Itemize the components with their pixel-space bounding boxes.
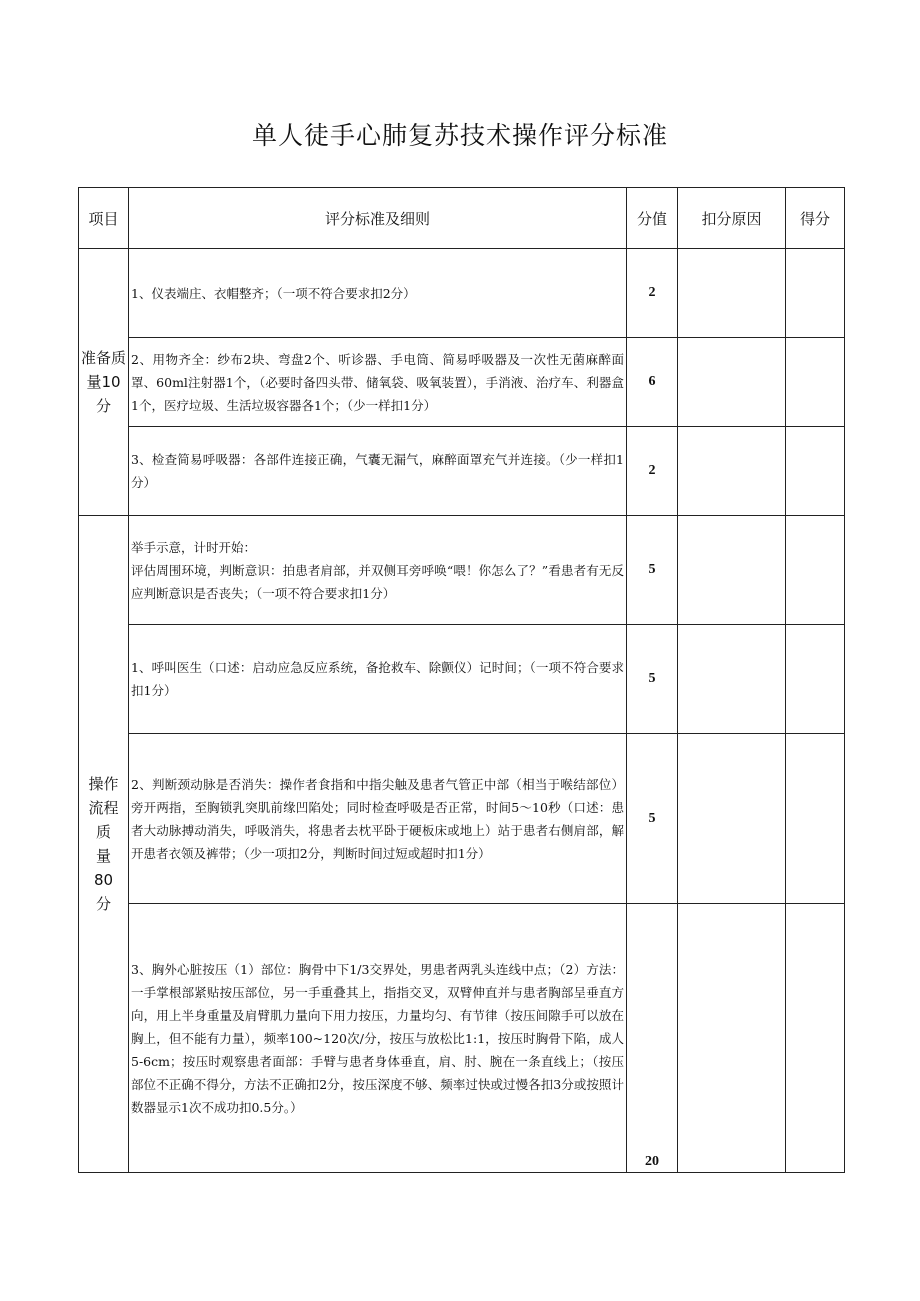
category-label-line: 准备质	[80, 349, 126, 367]
deduction-reason-cell[interactable]	[678, 904, 786, 1173]
category-label-line: 操作	[88, 775, 119, 793]
points-cell: 20	[627, 904, 678, 1173]
criteria-cell	[129, 427, 627, 516]
deduction-reason-cell[interactable]	[678, 338, 786, 427]
earned-score-cell[interactable]	[786, 516, 845, 625]
category-label-line: 80	[93, 871, 114, 889]
earned-score-cell[interactable]	[786, 625, 845, 734]
scoring-table	[78, 187, 845, 1173]
points-cell: 5	[627, 734, 678, 904]
points-cell: 6	[627, 338, 678, 427]
category-label-line: 质	[95, 823, 111, 841]
category-label-line: 分	[95, 397, 111, 415]
header-criteria: 评分标准及细则	[129, 188, 627, 249]
criteria-cell	[129, 734, 627, 904]
table-row	[79, 904, 845, 1173]
table-row	[79, 625, 845, 734]
header-deduction-reason: 扣分原因	[678, 188, 786, 249]
points-cell: 2	[627, 427, 678, 516]
criteria-cell	[129, 516, 627, 625]
criteria-text: 3、检查简易呼吸器：各部件连接正确，气囊无漏气，麻醉面罩充气并连接。（少一样扣1分）	[131, 452, 624, 490]
category-label-line: 量10	[86, 373, 121, 391]
page-title: 单人徒手心肺复苏技术操作评分标准	[251, 121, 668, 150]
header-item: 项目	[79, 188, 129, 249]
criteria-text: 3、胸外心脏按压（1）部位：胸骨中下1/3交界处，男患者两乳头连线中点；（2）方法：一手掌根部紧贴按压部位，另一手重叠其上，指指交叉，双臂伸直并与患者胸部呈垂直方向，用上半身重量及肩臂肌力量向下用力按压，力量均匀、有节律（按压间隙手可以放在胸上，但不能有力量），频率100~120次/分，按压与放松比1:1，按压时胸骨下陷，成人5-6cm；按压时观察患者面部：手臂与患者身体垂直，肩、肘、腕在一条直线上；（按压部位不正确不得分，方法不正确扣2分，按压深度不够、频率过快或过慢各扣3分或按照计数器显示1次不成功扣0.5分。）	[131, 961, 624, 1115]
category-procedure	[79, 516, 129, 1173]
table-row	[79, 338, 845, 427]
criteria-cell	[129, 904, 627, 1173]
points-cell: 5	[627, 516, 678, 625]
criteria-text: 2、用物齐全：纱布2块、弯盘2个、听诊器、手电筒、简易呼吸器及一次性无菌麻醉面罩、60ml注射器1个，（必要时备四头带、储氧袋、吸氧装置），手消液、治疗车、利器盒1个，医疗垃圾、生活垃圾容器各1个；（少一样扣1分）	[131, 351, 624, 413]
table-header-row	[79, 188, 845, 249]
deduction-reason-cell[interactable]	[678, 249, 786, 338]
points-cell: 5	[627, 625, 678, 734]
category-label-line: 量	[95, 847, 111, 865]
deduction-reason-cell[interactable]	[678, 625, 786, 734]
criteria-text: 举手示意，计时开始：	[131, 539, 257, 555]
table-row	[79, 249, 845, 338]
criteria-cell	[129, 338, 627, 427]
criteria-text: 1、呼叫医生（口述：启动应急反应系统，备抢救车、除颤仪）记时间；（一项不符合要求扣1分）	[131, 660, 624, 698]
criteria-text: 评估周围环境，判断意识：拍患者肩部，并双侧耳旁呼唤“喂！你怎么了？”看患者有无反应判断意识是否丧失；（一项不符合要求扣1分）	[131, 562, 624, 601]
header-earned: 得分	[786, 188, 845, 249]
criteria-cell	[129, 249, 627, 338]
earned-score-cell[interactable]	[786, 734, 845, 904]
deduction-reason-cell[interactable]	[678, 516, 786, 625]
table-row	[79, 427, 845, 516]
category-label-line: 分	[95, 895, 111, 913]
earned-score-cell[interactable]	[786, 427, 845, 516]
category-label-line: 流程	[88, 799, 119, 817]
category-preparation	[79, 249, 129, 516]
criteria-text: 1、仪表端庄、衣帽整齐；（一项不符合要求扣2分）	[131, 285, 416, 301]
table-row	[79, 516, 845, 625]
table-row	[79, 734, 845, 904]
deduction-reason-cell[interactable]	[678, 734, 786, 904]
points-cell: 2	[627, 249, 678, 338]
criteria-cell	[129, 625, 627, 734]
earned-score-cell[interactable]	[786, 338, 845, 427]
deduction-reason-cell[interactable]	[678, 427, 786, 516]
criteria-text: 2、判断颈动脉是否消失：操作者食指和中指尖触及患者气管正中部（相当于喉结部位）旁开两指，至胸锁乳突肌前缘凹陷处；同时检查呼吸是否正常，时间5～10秒（口述：患者大动脉搏动消失，呼吸消失，将患者去枕平卧于硬板床或地上）站于患者右侧肩部，解开患者衣领及裤带；（少一项扣2分，判断时间过短或超时扣1分）	[131, 776, 624, 861]
earned-score-cell[interactable]	[786, 904, 845, 1173]
earned-score-cell[interactable]	[786, 249, 845, 338]
header-score: 分值	[627, 188, 678, 249]
